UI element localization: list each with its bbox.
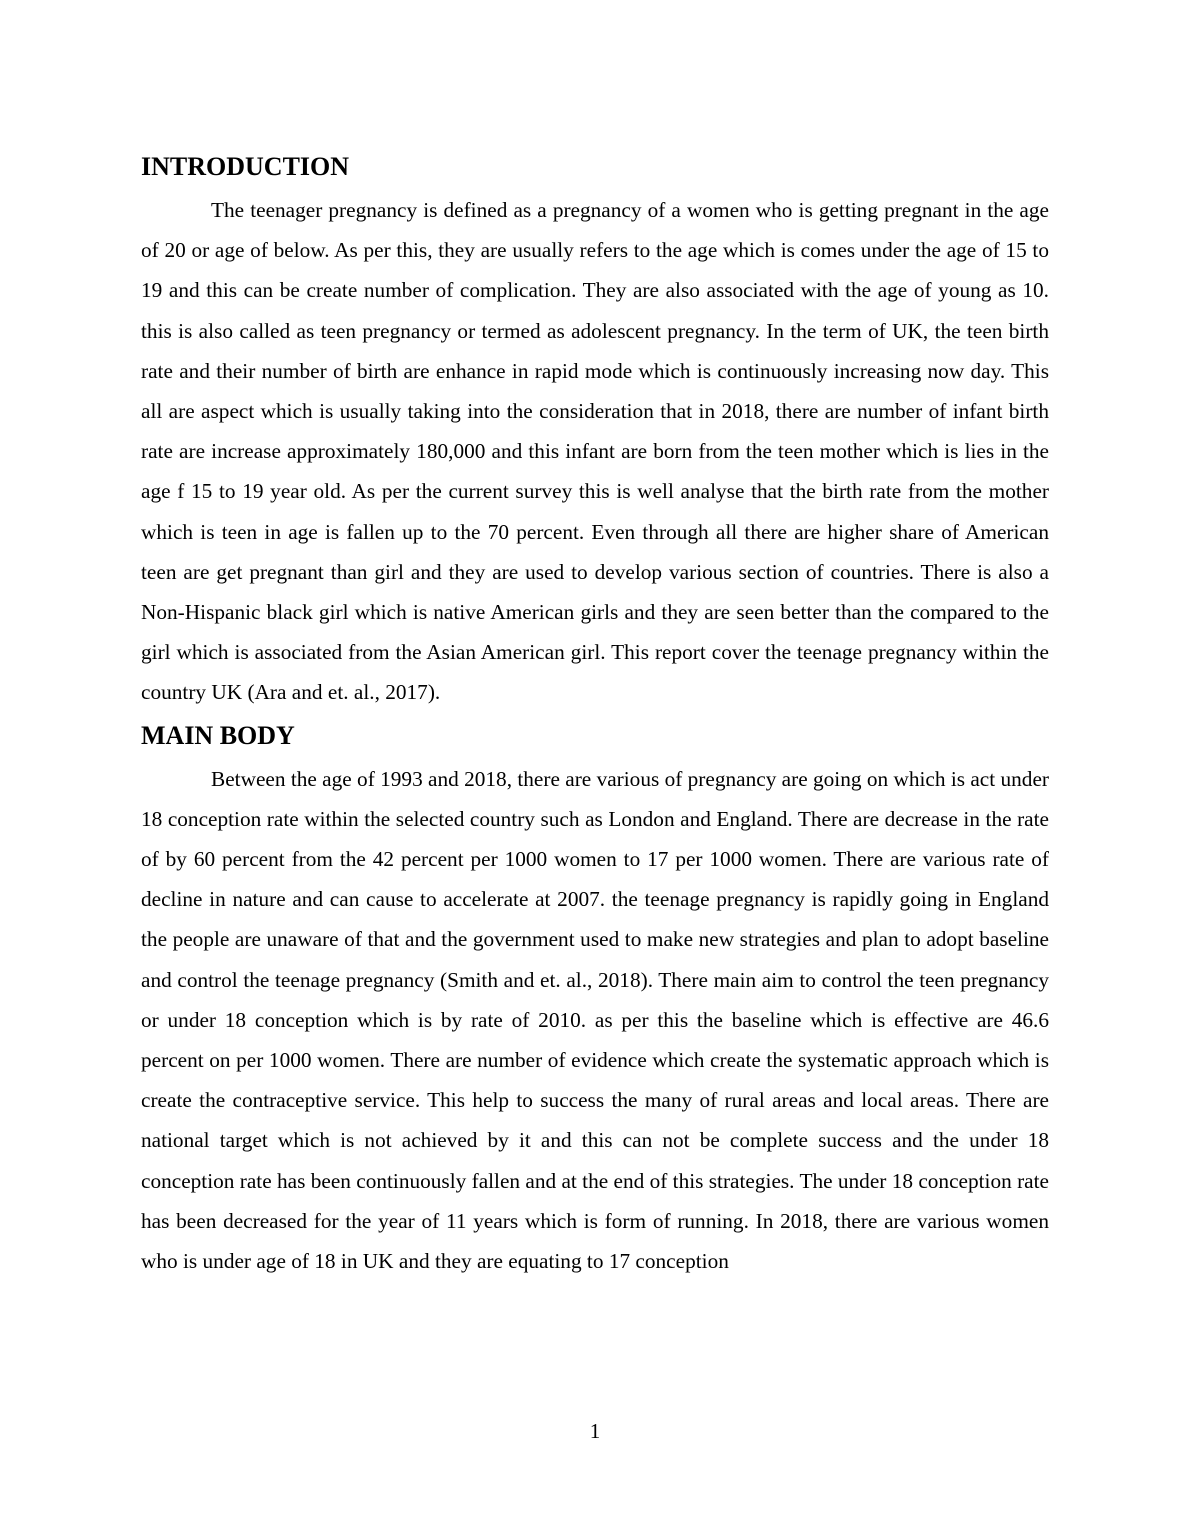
page-number: 1 [589,1419,601,1443]
page-content [141,150,1049,1287]
main-body-paragraph: Between the age of 1993 and 2018, there are various of pregnancy are going on which is act under 18 conception rate within the selected country such as London and England. There are decrease in the rate of by 60 percent from the 42 percent per 1000 women to 17 per 1000 women. There are various rate of decline in nature and can cause to accelerate at 2007. the teenage pregnancy is rapidly going in England the people are unaware of that and the government used to make new strategies and plan to adopt baseline and control the teenage pregnancy (Smith and et. al., 2018). There main aim to control the teen pregnancy or under 18 conception which is by rate of 2010. as per this the baseline which is effective are 46.6 percent on per 1000 women. There are number of evidence which create the systematic approach which is create the contraceptive service. This help to success the many of rural areas and local areas. There are national target which is not achieved by it and this can not be complete success and the under 18 conception rate has been continuously fallen and at the end of this strategies. The under 18 conception rate has been decreased for the year of 11 years which is form of running. In 2018, there are various women who is under age of 18 in UK and they are equating to 17 conception [141,766,1049,1274]
main-body-heading: MAIN BODY [141,720,295,750]
introduction-heading: INTRODUCTION [141,152,350,181]
introduction-paragraph: The teenager pregnancy is defined as a pregnancy of a women who is getting pregnant in the age of 20 or age of below. As per this, they are usually refers to the age which is comes under the age of 15 to 19 and this can be create number of complication. They are also associated with the age of young as 10. this is also called as teen pregnancy or termed as adolescent pregnancy. In the term of UK, the teen birth rate and their number of birth are enhance in rapid mode which is continuously increasing now day. This all are aspect which is usually taking into the consideration that in 2018, there are number of infant birth rate are increase approximately 180,000 and this infant are born from the teen mother which is lies in the age f 15 to 19 year old. As per the current survey this is well analyse that the birth rate from the mother which is teen in age is fallen up to the 70 percent. Even through all there are higher share of American teen are get pregnant than girl and they are used to develop various section of countries. There is also a Non-Hispanic black girl which is native American girls and they are seen better than the compared to the girl which is associated from the Asian American girl. This report cover the teenage pregnancy within the country UK (Ara and et. al., 2017). [141,198,1049,705]
